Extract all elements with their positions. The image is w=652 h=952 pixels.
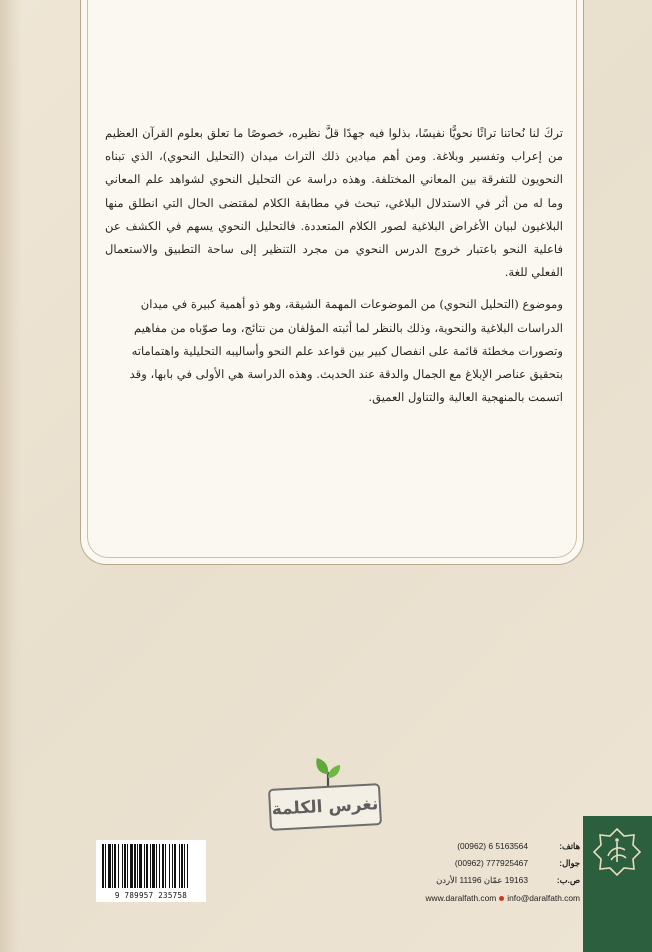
barcode-bar xyxy=(150,844,151,888)
barcode-bar xyxy=(137,844,138,888)
barcode-bar xyxy=(181,844,183,888)
series-logo-text: نغرس الكلمة xyxy=(271,794,379,820)
barcode-bar xyxy=(152,844,155,888)
barcode-bar xyxy=(114,844,116,888)
barcode-bar xyxy=(122,844,123,888)
barcode-bar xyxy=(146,844,148,888)
barcode-bar xyxy=(172,844,173,888)
mobile-number: (00962) 777925467 xyxy=(454,858,528,868)
email-link[interactable]: info@daralfath.com xyxy=(507,893,580,903)
web-links xyxy=(426,890,581,907)
blurb-paragraph-2: وموضوع (التحليل النحوي) من الموضوعات المهمة الشيقة، وهو ذو أهمية كبيرة في ميدان الدراسات البلاغية والنحوية، وذلك بالنظر لما أثبته المؤلفان من نتائج، وما صوّباه من مفاهيم وتصورات مخطئة قائمة على انفصال كبير بين قواعد علم النحو وأساليبه التحليلية واهتماماته بتحقيق عناصر الإبلاغ مع الجمال والدقة عند الحديث. وهذه الدراسة هي الأولى في بابها، وقد اتسمت بالمنهجية العالية والتناول العميق. xyxy=(129,297,563,405)
isbn-number: 9 789957 235758 xyxy=(114,891,188,900)
barcode-bar xyxy=(144,844,145,888)
barcode-bar xyxy=(105,844,106,888)
blurb-text xyxy=(105,122,563,409)
isbn-barcode xyxy=(96,840,206,902)
pobox-row xyxy=(402,872,580,889)
mobile-label: جوال: xyxy=(559,858,580,868)
barcode-bar xyxy=(169,844,170,888)
web-row xyxy=(402,890,580,907)
barcode-bar xyxy=(187,844,188,888)
publisher-emblem xyxy=(583,816,652,952)
series-logo-frame xyxy=(268,783,382,831)
barcode-bar xyxy=(159,844,160,888)
publisher-contact xyxy=(402,838,580,907)
pobox-label: ص.ب: xyxy=(556,875,580,885)
barcode-bar xyxy=(139,844,142,888)
blurb-paragraph-1: تركَ لنا نُحاتنا تراثًا نحويًّا نفيسًا، بذلوا فيه جهدًا قلَّ نظيره، خصوصًا ما تعلق بعلوم القرآن العظيم من إعراب وتفسير وبلاغة. ومن أهم ميادين ذلك التراث ميدان (التحليل النحوي)، الذي تبناه النحويون للتفرقة بين المعاني المختلفة. وهذه دراسة عن التحليل النحوي لشواهد علم المعاني وما له من أثر في الاستدلال البلاغي، تبحث في مطابقة الكلام لمقتضى الحال التي انطلق منها البلاغيون لبيان الأغراض البلاغية لصور الكلام المتعددة. فالتحليل النحوي يسهم في الكشف عن فاعلية النحو باعتبار خروج الدرس النحوي من مجرد التنظير إلى ساحة التطبيق والاستعمال الفعلي للغة. xyxy=(105,126,563,280)
barcode-bar xyxy=(174,844,176,888)
series-logo xyxy=(269,756,381,832)
barcode-bar xyxy=(156,844,157,888)
barcode-bar xyxy=(112,844,113,888)
barcode-bar xyxy=(184,844,185,888)
barcode-bars xyxy=(100,844,202,888)
barcode-bar xyxy=(162,844,164,888)
text-panel xyxy=(80,0,584,565)
phone-row xyxy=(402,838,580,855)
barcode-bar xyxy=(108,844,111,888)
mobile-row xyxy=(402,855,580,872)
barcode-bar xyxy=(102,844,104,888)
barcode-bar xyxy=(124,844,126,888)
barcode-bar xyxy=(130,844,133,888)
barcode-bar xyxy=(118,844,119,888)
phone-label: هاتف: xyxy=(559,841,580,851)
pobox-address: 19163 عمّان 11196 الأردن xyxy=(436,875,528,885)
barcode-bar xyxy=(179,844,180,888)
publisher-emblem-icon xyxy=(591,826,643,878)
website-link[interactable]: www.daralfath.com xyxy=(425,893,497,903)
separator-dot xyxy=(499,896,504,901)
barcode-bar xyxy=(127,844,128,888)
barcode-bar xyxy=(134,844,136,888)
phone-number: (00962) 6 5163564 xyxy=(457,841,528,851)
spine-shadow xyxy=(0,0,22,952)
barcode-bar xyxy=(165,844,166,888)
